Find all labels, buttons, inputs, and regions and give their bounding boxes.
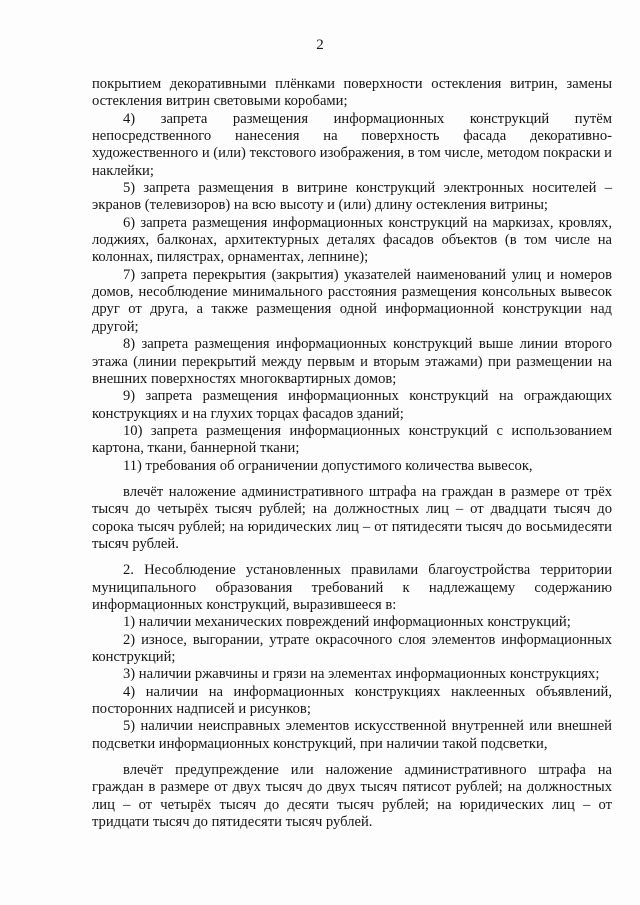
section-2-item-1: 1) наличии механических повреждений информационных конструкций; [123, 614, 571, 631]
paragraph-continuation: покрытием декоративными плёнками поверхности остекления витрин, замены остекления витрин световыми коробами; [92, 76, 612, 110]
list-item-8: 8) запрета размещения информационных конструкций выше линии второго этажа (линии перекрытий между первым и вторым этажами) при размещении на внешних поверхностях многоквартирных домов; [92, 336, 612, 387]
penalty-paragraph-2: влечёт предупреждение или наложение административного штрафа на граждан в размере от двух тысяч до двух тысяч пятисот рублей; на должностных лиц – от четырёх тысяч до десяти тысяч рублей; на юридических лиц – от тридцати тысяч до пятидесяти тысяч рублей. [92, 762, 612, 831]
list-item-5: 5) запрета размещения в витрине конструкций электронных носителей – экранов (телевизоров) на всю высоту и (или) длину остекления витрины; [92, 180, 612, 214]
page-number: 2 [316, 37, 324, 53]
list-item-4: 4) запрета размещения информационных конструкций путём непосредственного нанесения на поверхность фасада декоративно-художественного и (или) текстового изображения, в том числе, методом покраски и наклейки; [92, 110, 612, 179]
penalty-paragraph-1: влечёт наложение административного штрафа на граждан в размере от трёх тысяч до четырёх тысяч рублей; на должностных лиц – от двадцати тысяч до сорока тысяч рублей; на юридических лиц – от пятидесяти тысяч до восьмидесяти тысяч рублей. [92, 483, 612, 552]
section-2-item-3: 3) наличии ржавчины и грязи на элементах информационных конструкциях; [123, 666, 600, 683]
section-2-item-2: 2) износе, выгорании, утрате окрасочного слоя элементов информационных конструкций; [92, 631, 612, 665]
document-body [92, 76, 612, 831]
list-item-11: 11) требования об ограничении допустимого количества вывесок, [123, 457, 533, 474]
section-2-item-5: 5) наличии неисправных элементов искусственной внутренней или внешней подсветки информационных конструкций, при наличии такой подсветки, [92, 718, 612, 752]
list-item-10: 10) запрета размещения информационных конструкций с использованием картона, ткани, баннерной ткани; [92, 422, 612, 457]
list-item-6: 6) запрета размещения информационных конструкций на маркизах, кровлях, лоджиях, балконах, архитектурных деталях фасадов объектов (в том числе на колоннах, пилястрах, орнаментах, лепнине); [92, 214, 612, 266]
list-item-9: 9) запрета размещения информационных конструкций на ограждающих конструкциях и на глухих торцах фасадов зданий; [92, 388, 612, 422]
section-2-item-4: 4) наличии на информационных конструкциях наклеенных объявлений, посторонних надписей и рисунков; [92, 683, 612, 718]
section-2-paragraph: 2. Несоблюдение установленных правилами благоустройства территории муниципального образования требований к надлежащему содержанию информационных конструкций, выразившееся в: [92, 562, 612, 613]
list-item-7: 7) запрета перекрытия (закрытия) указателей наименований улиц и номеров домов, несоблюдение минимального расстояния размещения консольных вывесок друг от друга, а также размещения одной информационной конструкции над другой; [92, 266, 612, 335]
